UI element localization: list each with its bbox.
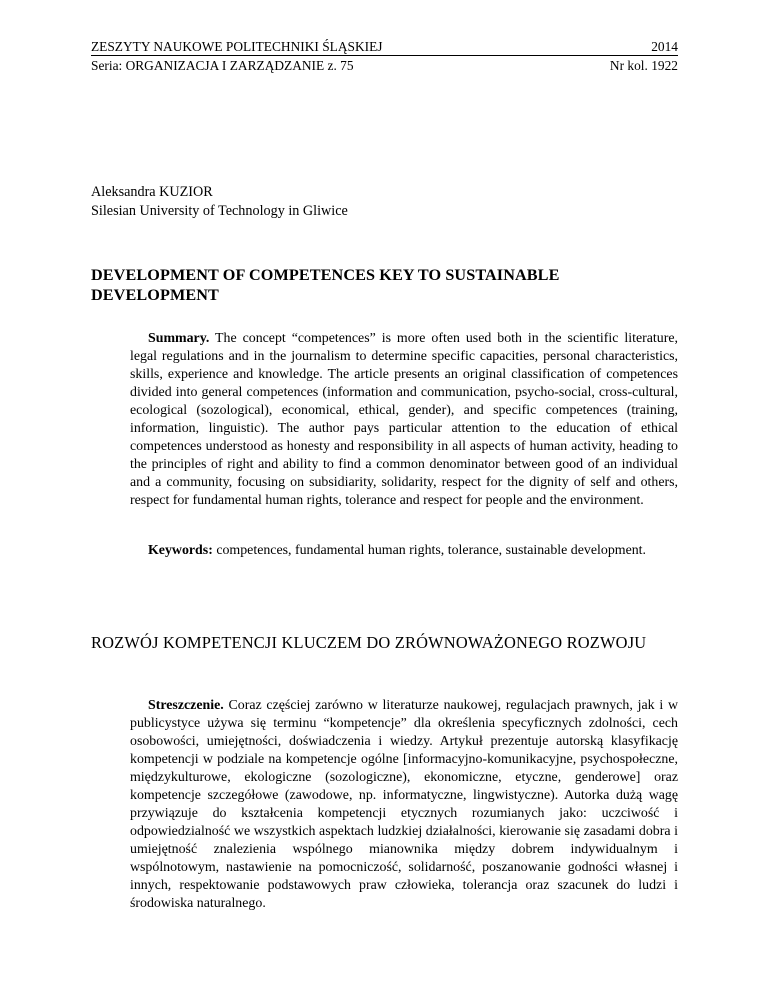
english-keywords-text: competences, fundamental human rights, tolerance, sustainable development. xyxy=(216,543,647,558)
author-affiliation: Silesian University of Technology in Gliwice xyxy=(91,203,348,219)
author-name: Aleksandra KUZIOR xyxy=(91,184,213,200)
polish-summary-label: Streszczenie. xyxy=(148,698,224,713)
issue-number: Nr kol. 1922 xyxy=(609,58,678,73)
journal-name: ZESZYTY NAUKOWE POLITECHNIKI ŚLĄSKIEJ xyxy=(91,39,383,54)
running-header-top-row xyxy=(91,38,678,56)
english-summary xyxy=(130,330,678,510)
english-title: DEVELOPMENT OF COMPETENCES KEY TO SUSTAINABLE DEVELOPMENT xyxy=(91,266,560,304)
polish-title: ROZWÓJ KOMPETENCJI KLUCZEM DO ZRÓWNOWAŻONEGO ROZWOJU xyxy=(91,633,647,652)
running-header xyxy=(91,38,678,74)
english-summary-text: The concept “competences” is more often used both in the scientific literature, legal regulations and in the journalism to determine specific capacities, personal characteristics, skills, experience and knowledge. The article presents an original classification of competences divided into general competences (information and communication, psycho-social, cross-cultural, ecological (sozological), economical, ethical, gender), and specific competences (training, information, linguistic). The author pays particular attention to the education of ethical competences understood as honesty and responsibility in all aspects of human activity, heading to the principles of right and ability to find a common denominator between good of an individual and a community, focusing on subsidiarity, solidarity, respect for the dignity of self and others, respect for fundamental human rights, tolerance and respect for people and the environment. xyxy=(130,331,678,508)
author-block xyxy=(91,183,348,221)
english-keywords xyxy=(130,542,678,560)
publication-year: 2014 xyxy=(651,39,678,54)
polish-summary xyxy=(130,697,678,913)
english-keywords-label: Keywords: xyxy=(148,543,213,558)
polish-summary-text: Coraz częściej zarówno w literaturze naukowej, regulacjach prawnych, jak i w publicystyce używa się terminu “kompetencje” dla określenia specyficznych zdolności, cech osobowości, umiejętności, doświadczenia i wiedzy. Artykuł prezentuje autorską klasyfikację kompetencji w podziale na kompetencje ogólne [informacyjno-komunikacyjne, psychospołeczne, międzykulturowe, ekologiczne (sozologiczne), ekonomiczne, etyczne, genderowe] oraz kompetencje szczegółowe (zawodowe, np. informatyczne, lingwistyczne). Autorka dużą wagę przywiązuje do kształcenia kompetencji etycznych rozumianych jako: uczciwość i odpowiedzialność we wszystkich aspektach ludzkiej działalności, kierowanie się zasadami dobra i umiejętność znalezienia wspólnego mianownika między dobrem indywidualnym i wspólnotowym, nastawienie na pomocniczość, solidarność, poszanowanie godności własnej i innych, respektowanie podstawowych praw człowieka, tolerancja oraz szacunek do ludzi i środowiska naturalnego. xyxy=(130,698,678,911)
series-name: Seria: ORGANIZACJA I ZARZĄDZANIE z. 75 xyxy=(91,58,354,73)
english-summary-label: Summary. xyxy=(148,331,210,346)
running-header-bottom-row xyxy=(91,57,678,74)
